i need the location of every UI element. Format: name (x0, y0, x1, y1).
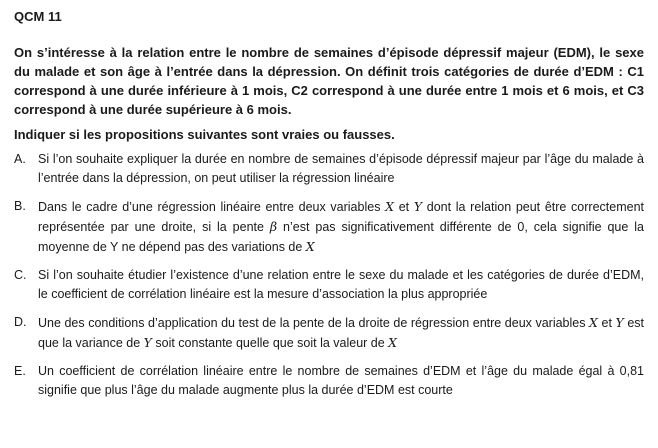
math-variable: β (269, 219, 278, 234)
proposition-text (38, 266, 644, 304)
text-segment: et (597, 316, 616, 330)
math-variable: Y (413, 199, 423, 214)
proposition-text (38, 313, 644, 353)
proposition-d (14, 313, 644, 353)
proposition-letter: B. (14, 199, 26, 213)
math-variable: X (385, 199, 395, 214)
text-segment: Un coefficient de corrélation linéaire entre le nombre de semaines d’EDM et l’âge du malade égal à 0,81 signifie que plus l’âge du malade augmente plus la durée d’EDM est courte (38, 364, 644, 397)
text-segment: Dans le cadre d’une régression linéaire entre deux variables (38, 200, 386, 214)
proposition-a (14, 150, 644, 188)
text-segment: soit constante quelle que soit la valeur de (151, 336, 389, 350)
proposition-c (14, 266, 644, 304)
text-segment: Une des conditions d’application du test de la pente de la droite de régression entre deux variables (38, 316, 590, 330)
math-variable: X (589, 315, 598, 330)
proposition-e (14, 362, 644, 400)
question-instruction: Indiquer si les propositions suivantes sont vraies ou fausses. (14, 127, 395, 142)
proposition-letter: A. (14, 152, 26, 166)
proposition-letter: D. (14, 315, 27, 329)
proposition-b (14, 197, 644, 257)
proposition-list (14, 150, 644, 400)
text-segment: et (394, 200, 414, 214)
text-segment: est que la variance de (38, 316, 644, 350)
text-segment: Si l’on souhaite étudier l’existence d’une relation entre le sexe du malade et les catégories de durée d’EDM, le coefficient de corrélation linéaire est la mesure d’association la plus appropriée (38, 268, 644, 301)
proposition-letter: E. (14, 364, 26, 378)
text-segment: dont la relation peut être correctement représentée par une droite, si la pente (38, 200, 644, 234)
proposition-text (38, 150, 644, 188)
math-variable: Y (615, 315, 624, 330)
text-segment: n’est pas significativement différente de 0, cela signifie que la moyenne de Y ne dépend pas des variations de (38, 220, 644, 254)
proposition-text (38, 197, 644, 257)
math-variable: X (305, 239, 315, 254)
math-variable: X (388, 335, 398, 350)
text-segment: Si l’on souhaite expliquer la durée en nombre de semaines d’épisode dépressif majeur par l’âge du malade à l’entrée dans la dépression, on peut utiliser la régression linéaire (38, 152, 644, 185)
proposition-letter: C. (14, 268, 27, 282)
question-intro: On s’intéresse à la relation entre le nombre de semaines d’épisode dépressif majeur (EDM), le sexe du malade et son âge à l’entrée dans la dépression. On définit trois catégories de durée d’EDM : C1 correspond à une durée inférieure à 1 mois, C2 correspond à une durée entre 1 mois et 6 mois, et C3 correspond à une durée supérieure à 6 mois. (14, 45, 644, 117)
math-variable: Y (143, 335, 152, 350)
proposition-text (38, 362, 644, 400)
question-title: QCM 11 (14, 9, 62, 24)
